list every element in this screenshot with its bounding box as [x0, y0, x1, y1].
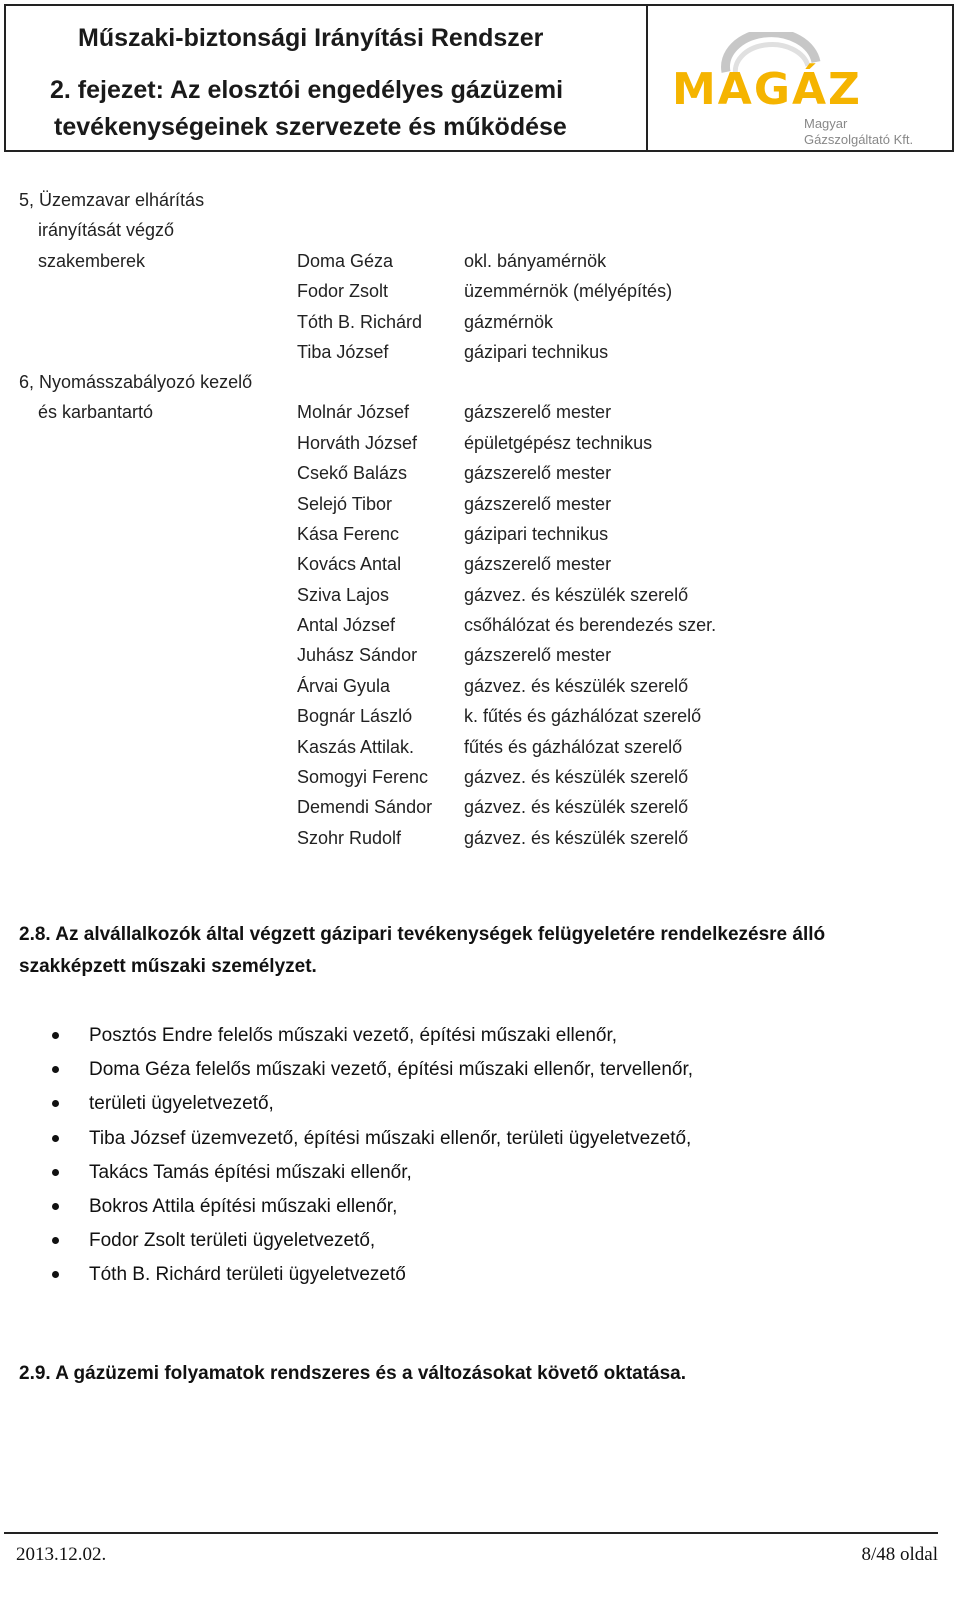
staff-name: Sziva Lajos: [297, 585, 390, 605]
staff-qualification: gázszerelő mester: [464, 645, 612, 665]
staff-qualification: gázszerelő mester: [464, 402, 612, 422]
section-2-8-heading: [19, 919, 825, 983]
staff-qualification: épületgépész technikus: [464, 433, 653, 453]
staff-qualification: üzemmérnök (mélyépítés): [464, 281, 673, 301]
staff-qualification: csőhálózat és berendezés szer.: [464, 615, 717, 635]
list-item: Bokros Attila építési műszaki ellenőr,: [52, 1190, 693, 1224]
staff-name: Somogyi Ferenc: [297, 767, 429, 787]
staff-name: Tóth B. Richárd: [297, 312, 423, 332]
staff-name: Bognár László: [297, 706, 413, 726]
bullet-icon: [52, 1100, 59, 1107]
staff-name: Kovács Antal: [297, 554, 402, 574]
group-label: és karbantartó: [38, 402, 154, 422]
supervisor-list: [52, 1019, 693, 1293]
chapter-title-line-2: tevékenységeinek szervezete és működése: [54, 113, 567, 141]
staff-qualification: gázszerelő mester: [464, 494, 612, 514]
group-label: szakemberek: [38, 251, 146, 271]
staff-name: Antal József: [297, 615, 396, 635]
section-2-8-heading-line-1: 2.8. Az alvállalkozók által végzett gázipari tevékenységek felügyeletére rendelkezésre álló: [19, 924, 826, 945]
staff-name: Demendi Sándor: [297, 797, 433, 817]
page-footer: [4, 1532, 938, 1572]
staff-qualification: gázszerelő mester: [464, 463, 612, 483]
staff-qualification: gázvez. és készülék szerelő: [464, 676, 689, 696]
staff-qualification: gázmérnök: [464, 312, 554, 332]
list-item: Fodor Zsolt területi ügyeletvezető,: [52, 1224, 693, 1258]
bullet-icon: [52, 1066, 59, 1073]
chapter-title-line-1: 2. fejezet: Az elosztói engedélyes gázüzemi: [50, 76, 564, 104]
footer-page-number: 8/48 oldal: [861, 1544, 938, 1565]
staff-name: Selejó Tibor: [297, 494, 393, 514]
group-label: 5, Üzemzavar elhárítás: [19, 190, 205, 210]
section-2-9-heading: 2.9. A gázüzemi folyamatok rendszeres és a változásokat követő oktatása.: [19, 1363, 687, 1384]
document-header: [4, 4, 954, 152]
bullet-icon: [52, 1237, 59, 1244]
staff-qualification: gázvez. és készülék szerelő: [464, 797, 689, 817]
list-item: Tiba József üzemvezető, építési műszaki ellenőr, területi ügyeletvezető,: [52, 1122, 693, 1156]
header-title: Műszaki-biztonsági Irányítási Rendszer: [78, 24, 544, 52]
header-divider: [646, 6, 648, 150]
staff-qualification: okl. bányamérnök: [464, 251, 607, 271]
staff-name: Fodor Zsolt: [297, 281, 389, 301]
list-item: Takács Tamás építési műszaki ellenőr,: [52, 1156, 693, 1190]
staff-qualification: k. fűtés és gázhálózat szerelő: [464, 706, 702, 726]
group-label: irányítását végző: [38, 220, 175, 240]
chapter-title: [50, 72, 567, 146]
staff-name: Árvai Gyula: [297, 676, 391, 696]
staff-qualification: fűtés és gázhálózat szerelő: [464, 737, 683, 757]
logo-subtitle-2: Gázszolgáltató Kft.: [804, 132, 914, 147]
staff-qualification: gázvez. és készülék szerelő: [464, 585, 689, 605]
bullet-icon: [52, 1135, 59, 1142]
logo-subtitle-1: Magyar: [804, 116, 848, 131]
list-item: területi ügyeletvezető,: [52, 1087, 693, 1121]
staff-name: Horváth József: [297, 433, 418, 453]
bullet-icon: [52, 1169, 59, 1176]
staff-qualification: gázvez. és készülék szerelő: [464, 828, 689, 848]
staff-qualification: gázszerelő mester: [464, 554, 612, 574]
staff-name: Kása Ferenc: [297, 524, 400, 544]
staff-name: Molnár József: [297, 402, 410, 422]
list-item: Doma Géza felelős műszaki vezető, építési műszaki ellenőr, tervellenőr,: [52, 1053, 693, 1087]
staff-name: Szohr Rudolf: [297, 828, 402, 848]
section-2-8-heading-line-2: szakképzett műszaki személyzet.: [19, 956, 317, 977]
staff-qualification: gázvez. és készülék szerelő: [464, 767, 689, 787]
footer-date: 2013.12.02.: [16, 1544, 107, 1565]
staff-name: Csekő Balázs: [297, 463, 408, 483]
list-item: Posztós Endre felelős műszaki vezető, építési műszaki ellenőr,: [52, 1019, 693, 1053]
bullet-icon: [52, 1203, 59, 1210]
list-item: Tóth B. Richárd területi ügyeletvezető: [52, 1258, 693, 1292]
staff-qualification: gázipari technikus: [464, 342, 609, 362]
staff-name: Kaszás Attilak.: [297, 737, 415, 757]
company-logo: [672, 32, 942, 147]
logo-wordmark: MAGÁZ: [672, 64, 862, 115]
bullet-icon: [52, 1271, 59, 1278]
bullet-icon: [52, 1032, 59, 1039]
staff-qualification: gázipari technikus: [464, 524, 609, 544]
group-label: 6, Nyomásszabályozó kezelő: [19, 372, 253, 392]
staff-name: Tiba József: [297, 342, 389, 362]
staff-name: Doma Géza: [297, 251, 394, 271]
staff-name: Juhász Sándor: [297, 645, 418, 665]
